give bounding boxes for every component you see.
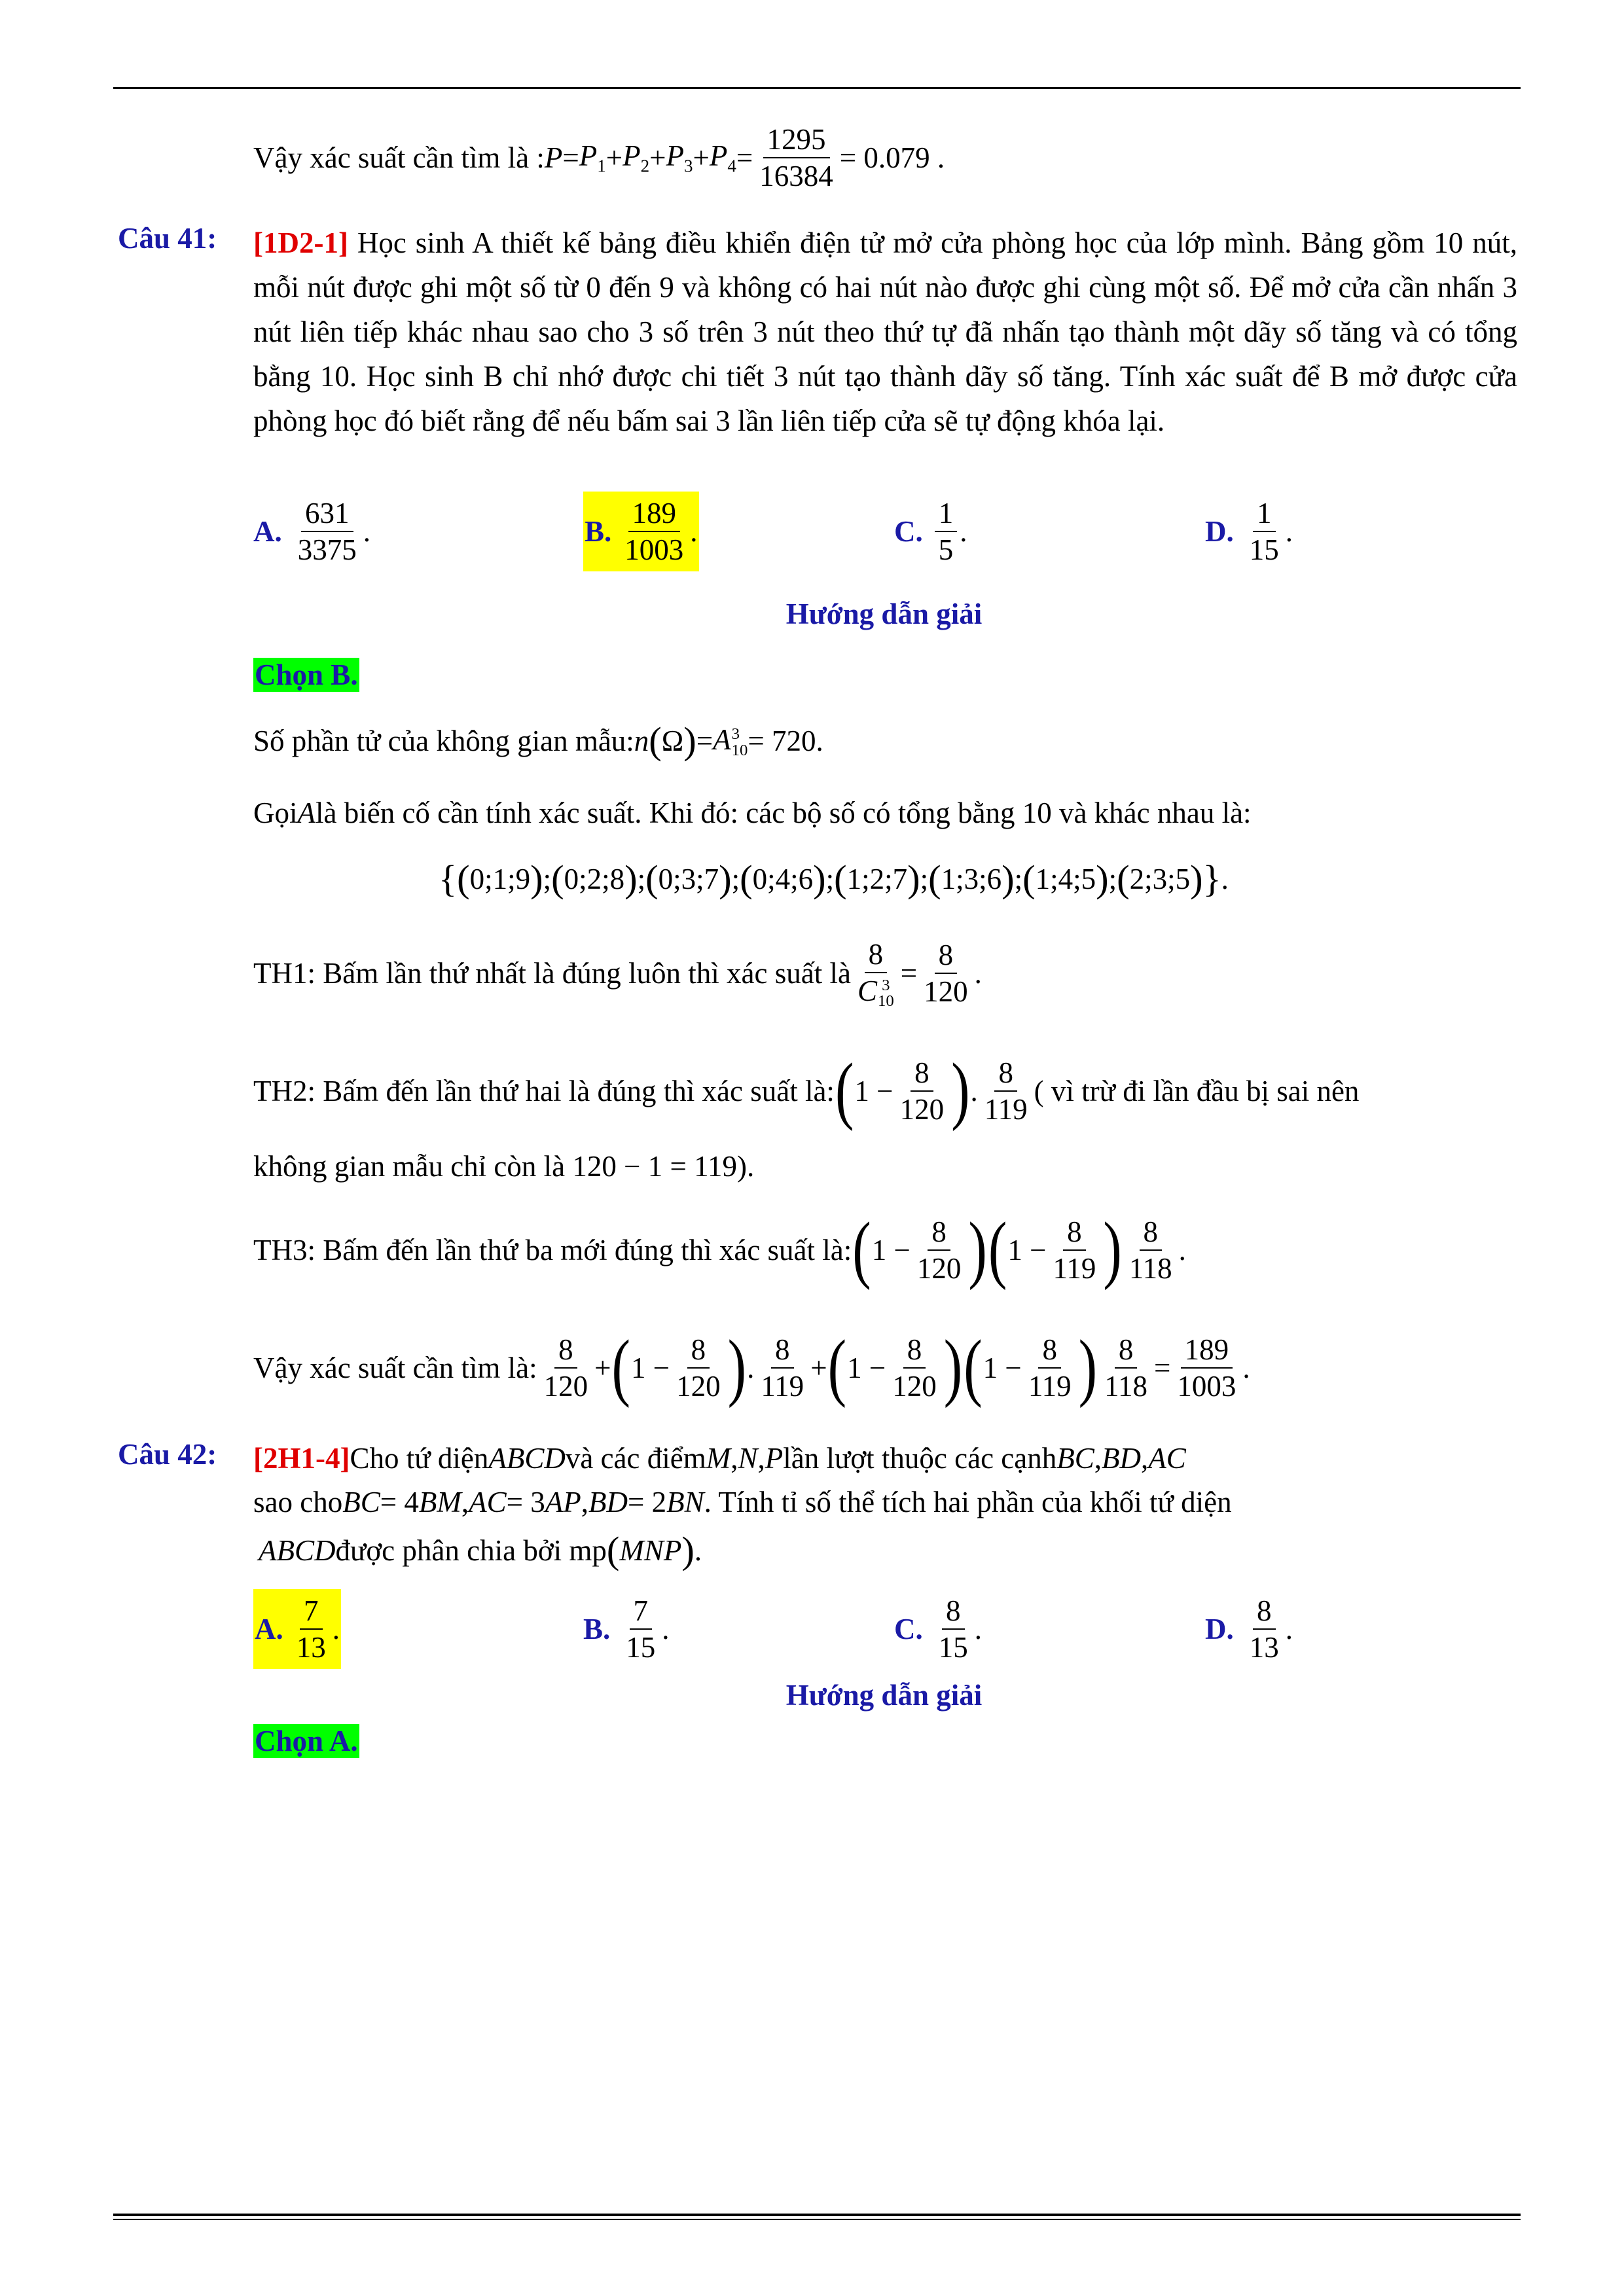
- math-text: lần lượt thuộc các cạnh: [783, 1442, 1057, 1475]
- math-text: ,: [581, 1486, 588, 1518]
- parenthesis: ): [1096, 857, 1109, 900]
- variable-symbol: BM: [418, 1486, 461, 1518]
- math-variable: [857, 974, 894, 1011]
- math-variable: [634, 724, 649, 758]
- parenthesis: (: [551, 857, 564, 900]
- case-2-label: TH2: Bấm đến lần thứ hai là đúng thì xác suất là:: [253, 1075, 835, 1107]
- math-text: = 720.: [748, 725, 823, 757]
- denominator: [854, 973, 898, 1010]
- math-text: ,: [731, 1442, 738, 1475]
- denominator: [1100, 1369, 1151, 1404]
- denominator: [1049, 1251, 1100, 1286]
- q42-text-1: [350, 1441, 1185, 1475]
- parenthesis: ): [813, 857, 826, 900]
- math-variable: [545, 1485, 581, 1519]
- variable-symbol: BC: [342, 1486, 380, 1518]
- numerator: [911, 1055, 933, 1092]
- math-text: = 2: [628, 1486, 667, 1518]
- numerator: [1140, 1214, 1163, 1251]
- math-text: 1 −: [630, 1352, 670, 1384]
- math-text: ;: [543, 863, 552, 895]
- math-text: được phân chia bởi mp: [335, 1534, 607, 1567]
- math-text: 8: [907, 1333, 922, 1366]
- math-text: .: [1221, 863, 1229, 895]
- denominator: [981, 1092, 1032, 1127]
- math-variable: [588, 1485, 628, 1519]
- parenthesis: (: [606, 1528, 620, 1571]
- math-text: 0;3;7: [658, 863, 719, 895]
- fraction: [672, 1332, 725, 1404]
- question-42-tag: [2H1-4]: [253, 1442, 350, 1475]
- math-text: ,: [1094, 1442, 1102, 1475]
- denominator: 3375: [297, 533, 357, 566]
- event-intro-rest: là biến cố cần tính xác suất. Khi đó: các bộ số có tổng bằng 10 và khác nhau là:: [316, 797, 1252, 829]
- parenthesis: ): [1001, 857, 1015, 900]
- large-parenthesis: ): [951, 1049, 970, 1132]
- math-text: 2;3;5: [1129, 863, 1191, 895]
- parenthesis: (: [928, 857, 941, 900]
- math-text: 8: [558, 1333, 573, 1366]
- option-label: B.: [585, 515, 612, 548]
- math-variable: [342, 1485, 380, 1519]
- numerator: [928, 1214, 950, 1251]
- math-text: =: [562, 141, 579, 174]
- large-parenthesis: ): [1103, 1208, 1122, 1291]
- math-variable: [1056, 1441, 1094, 1475]
- numerator: [994, 1055, 1017, 1092]
- subscript: 10: [731, 741, 748, 759]
- math-text: .: [694, 1534, 702, 1567]
- q42-answer-choice: Chọn A.: [255, 1725, 358, 1757]
- math-text: 1 −: [1007, 1234, 1047, 1266]
- numerator: 1: [1253, 495, 1276, 532]
- variable-symbol: AP: [545, 1486, 581, 1518]
- sample-space-formula: [634, 719, 823, 762]
- parenthesis: (: [834, 857, 847, 900]
- option-fraction: [621, 495, 687, 567]
- parenthesis: }: [1202, 857, 1221, 900]
- math-text: 119: [1053, 1252, 1096, 1285]
- math-text: 189: [1184, 1333, 1229, 1366]
- parenthesis: (: [649, 719, 662, 762]
- subscript: 10: [877, 992, 894, 1011]
- superscript: 3: [731, 725, 740, 744]
- math-text: . Tính tỉ số thể tích hai phần của khối tứ diện: [704, 1486, 1232, 1518]
- variable-symbol: AC: [1148, 1442, 1186, 1475]
- q41-solution-heading: Hướng dẫn giải: [785, 598, 983, 630]
- variable-symbol: N: [738, 1442, 758, 1475]
- event-variable: A: [297, 797, 316, 829]
- fraction: [1100, 1332, 1151, 1404]
- math-text: ;: [825, 863, 835, 895]
- large-parenthesis: (: [988, 1208, 1007, 1291]
- math-variable: [1102, 1441, 1141, 1475]
- math-text: +: [649, 141, 666, 174]
- denominator: 5: [938, 533, 954, 566]
- case-2-note: ( vì trừ đi lần đầu bị sai nên: [1034, 1075, 1360, 1107]
- fraction: [757, 1332, 808, 1404]
- final-label: Vậy xác suất cần tìm là:: [253, 1352, 537, 1384]
- math-variable: [469, 1485, 507, 1519]
- period: .: [974, 1613, 982, 1645]
- fraction: [1125, 1214, 1176, 1286]
- denominator: 13: [1249, 1631, 1279, 1664]
- option-label: A.: [253, 515, 282, 548]
- math-variable: [623, 139, 649, 176]
- variable-symbol: P: [666, 139, 685, 173]
- math-text: = 0.079 .: [839, 141, 945, 174]
- option-fraction: [293, 1593, 330, 1665]
- denominator: [896, 1092, 948, 1127]
- math-text: 8: [691, 1333, 706, 1366]
- variable-symbol: P: [765, 1442, 784, 1475]
- fraction: [1173, 1332, 1240, 1404]
- fraction: [913, 1214, 965, 1286]
- large-parenthesis: ): [727, 1325, 747, 1409]
- question-41-body: Học sinh A thiết kế bảng điều khiển điện tử mở cửa phòng học của lớp mình. Bảng gồm 10 nút, mỗi nút được ghi một số từ 0 đến 9 và không có hai nút nào được ghi cùng một số. Để mở cửa cần nhấn 3 nút liên tiếp khác nhau sao cho 3 số trên 3 nút theo thứ tự đã nhấn tạo thành một dãy số tăng và có tổng bằng 10. Học sinh B chỉ nhớ được chi tiết 3 nút tạo thành dãy số tăng. Tính xác suất để B mở được cửa phòng học đó biết rằng để nếu bấm sai 3 lần liên tiếp cửa sẽ tự động khóa lại.: [253, 226, 1517, 437]
- variable-symbol: P: [579, 139, 598, 173]
- denominator: 15: [1249, 533, 1279, 566]
- event-intro-label: Gọi: [253, 797, 298, 829]
- math-text: 0;2;8: [564, 863, 625, 895]
- math-variable: [619, 1534, 681, 1568]
- numerator: 7: [300, 1593, 323, 1630]
- math-text: =: [900, 957, 918, 990]
- question-41-tag: [1D2-1]: [253, 226, 348, 259]
- math-text: 1 −: [983, 1352, 1022, 1384]
- numerator: 8: [942, 1593, 965, 1630]
- math-text: .: [747, 1352, 755, 1384]
- numerator: [865, 937, 888, 973]
- math-variable: [579, 139, 606, 176]
- fraction: [540, 1332, 592, 1404]
- math-text: ,: [461, 1486, 469, 1518]
- denominator: [757, 1369, 808, 1404]
- denominator: [1173, 1369, 1240, 1404]
- fraction: [888, 1332, 941, 1404]
- large-parenthesis: ): [1078, 1325, 1098, 1409]
- q42-solution-heading: Hướng dẫn giải: [785, 1679, 983, 1712]
- math-text: 0;4;6: [752, 863, 814, 895]
- math-variable: [765, 1441, 784, 1475]
- variable-symbol: P: [709, 139, 728, 173]
- result-formula: [545, 122, 945, 194]
- math-text: +: [693, 141, 710, 174]
- option-label: C.: [894, 1613, 923, 1645]
- math-text: 119: [1028, 1370, 1072, 1403]
- numerator: [1115, 1332, 1138, 1369]
- fraction: [854, 937, 898, 1010]
- large-parenthesis: ): [968, 1208, 987, 1291]
- tuple-set: [439, 857, 1229, 900]
- option-fraction: [1246, 1593, 1283, 1665]
- math-text: 1 −: [854, 1075, 893, 1107]
- question-41-number: Câu 41:: [118, 222, 217, 255]
- variable-symbol: A: [713, 723, 731, 757]
- period: .: [363, 515, 370, 548]
- variable-symbol: BC: [1056, 1442, 1094, 1475]
- period: .: [332, 1613, 340, 1645]
- math-variable: [1148, 1441, 1186, 1475]
- case-1-formula: [851, 937, 982, 1010]
- math-text: 120: [676, 1370, 721, 1403]
- math-text: ;: [1108, 863, 1117, 895]
- denominator: [913, 1251, 965, 1286]
- subscript: 1: [597, 156, 606, 176]
- math-variable: [545, 141, 563, 175]
- math-variable: [488, 1441, 566, 1475]
- denominator: [920, 974, 972, 1009]
- option-fraction: [622, 1593, 659, 1665]
- variable-symbol: BN: [666, 1486, 704, 1518]
- variable-symbol: BD: [1102, 1442, 1142, 1475]
- period: .: [1285, 515, 1293, 548]
- period: .: [1285, 1613, 1293, 1645]
- math-text: .: [974, 957, 982, 990]
- math-text: 8: [1118, 1333, 1134, 1366]
- math-text: +: [810, 1352, 827, 1384]
- numerator: 8: [1253, 1593, 1276, 1630]
- period: .: [662, 1613, 670, 1645]
- math-text: 120: [924, 975, 968, 1008]
- math-text: =: [1153, 1352, 1171, 1384]
- denominator: 1003: [624, 533, 684, 566]
- numerator: [771, 1332, 794, 1369]
- numerator: [763, 122, 830, 158]
- numerator: [935, 937, 958, 974]
- numerator: 1: [935, 495, 958, 532]
- large-parenthesis: (: [964, 1325, 983, 1409]
- math-text: 120: [916, 1252, 962, 1285]
- option-label: B.: [583, 1613, 611, 1645]
- correct-highlight: [253, 1589, 341, 1669]
- large-parenthesis: ): [943, 1325, 963, 1409]
- math-text: 1295: [767, 123, 826, 156]
- case-2-formula: [835, 1049, 1034, 1132]
- numerator: [1063, 1214, 1086, 1251]
- variable-symbol: MNP: [619, 1534, 682, 1567]
- superscript: 3: [882, 976, 890, 994]
- numerator: 631: [301, 495, 353, 532]
- footer-rule-top: [113, 2214, 1521, 2216]
- question-42-number: Câu 42:: [118, 1438, 217, 1471]
- math-text: Ω: [661, 725, 684, 757]
- case-2-note-cont: không gian mẫu chỉ còn là 120 − 1 = 119).: [253, 1150, 755, 1183]
- denominator: [1125, 1251, 1176, 1286]
- math-text: 1;4;5: [1035, 863, 1096, 895]
- period: .: [960, 515, 967, 548]
- denominator: [540, 1369, 592, 1404]
- math-text: +: [605, 141, 623, 174]
- math-variable: [710, 139, 736, 176]
- math-text: 8: [775, 1333, 790, 1366]
- math-text: 1;3;6: [941, 863, 1002, 895]
- numerator: [687, 1332, 710, 1369]
- final-formula: [537, 1325, 1250, 1409]
- period: .: [690, 515, 698, 548]
- parenthesis: ): [1190, 857, 1203, 900]
- math-text: = 3: [506, 1486, 545, 1518]
- parenthesis: ): [624, 857, 638, 900]
- denominator: 15: [938, 1631, 968, 1664]
- math-text: 119: [984, 1093, 1028, 1126]
- variable-symbol: AC: [469, 1486, 507, 1518]
- math-text: ;: [731, 863, 740, 895]
- math-text: 118: [1128, 1252, 1172, 1285]
- math-text: 8: [1143, 1215, 1158, 1248]
- subscript: 4: [727, 156, 736, 176]
- parenthesis: (: [740, 857, 753, 900]
- math-text: = 4: [380, 1486, 419, 1518]
- math-text: ;: [920, 863, 929, 895]
- math-text: ;: [1014, 863, 1023, 895]
- fraction: [1049, 1214, 1100, 1286]
- math-text: 8: [1042, 1333, 1057, 1366]
- option-label: A.: [255, 1613, 283, 1645]
- math-text: =: [696, 725, 713, 757]
- denominator: 13: [296, 1631, 326, 1664]
- numerator: [554, 1332, 577, 1369]
- math-text: 120: [892, 1370, 937, 1403]
- option-fraction: [935, 1593, 972, 1665]
- math-text: 1;2;7: [846, 863, 908, 895]
- index-stack: [878, 978, 894, 1011]
- numerator: [1038, 1332, 1061, 1369]
- numerator: 7: [630, 1593, 653, 1630]
- fraction: [981, 1055, 1032, 1127]
- q42-text-3: [259, 1528, 702, 1571]
- math-text: 16384: [759, 160, 833, 192]
- variable-symbol: n: [634, 725, 649, 757]
- fraction: [1024, 1332, 1075, 1404]
- variable-symbol: P: [544, 141, 563, 174]
- math-text: 1 −: [871, 1234, 911, 1266]
- math-text: 120: [899, 1093, 945, 1126]
- numerator: [1181, 1332, 1233, 1369]
- large-parenthesis: (: [827, 1325, 847, 1409]
- math-variable: [666, 1485, 704, 1519]
- math-variable: [666, 139, 693, 176]
- variable-symbol: P: [623, 139, 641, 173]
- denominator: 15: [626, 1631, 656, 1664]
- math-text: 8: [1067, 1215, 1082, 1248]
- math-variable: [713, 723, 748, 759]
- math-variable: [706, 1441, 731, 1475]
- math-text: 8: [998, 1056, 1013, 1089]
- fraction: [920, 937, 972, 1009]
- parenthesis: ): [530, 857, 543, 900]
- q41-answer-choice: Chọn B.: [255, 658, 358, 691]
- math-text: .: [1242, 1352, 1250, 1384]
- parenthesis: (: [1022, 857, 1036, 900]
- math-variable: [419, 1485, 461, 1519]
- variable-symbol: C: [857, 974, 877, 1007]
- question-41-text: [253, 221, 1517, 443]
- math-text: 8: [931, 1215, 947, 1248]
- math-text: Cho tứ diện: [350, 1442, 489, 1475]
- large-parenthesis: (: [611, 1325, 630, 1409]
- option-label: C.: [894, 515, 923, 548]
- math-text: .: [1178, 1234, 1186, 1266]
- correct-highlight: [583, 492, 699, 571]
- result-label: Vậy xác suất cần tìm là :: [253, 141, 545, 174]
- variable-symbol: ABCD: [488, 1442, 566, 1475]
- denominator: [888, 1369, 941, 1404]
- math-text: +: [594, 1352, 611, 1384]
- math-text: 8: [914, 1056, 929, 1089]
- parenthesis: {: [439, 857, 458, 900]
- header-rule: [113, 87, 1521, 89]
- math-text: 1 −: [847, 1352, 886, 1384]
- parenthesis: ): [719, 857, 732, 900]
- footer-rule-bottom: [113, 2219, 1521, 2220]
- option-fraction: [1246, 495, 1283, 567]
- option-label: D.: [1205, 515, 1234, 548]
- math-text: 8: [868, 937, 884, 971]
- parenthesis: (: [1117, 857, 1130, 900]
- math-text: .: [970, 1075, 978, 1107]
- variable-symbol: BD: [588, 1486, 628, 1518]
- numerator: [903, 1332, 926, 1369]
- math-text: và các điểm: [565, 1442, 706, 1475]
- math-text: ,: [757, 1442, 765, 1475]
- denominator: [672, 1369, 725, 1404]
- math-variable: [738, 1441, 757, 1475]
- parenthesis: (: [457, 857, 470, 900]
- parenthesis: (: [645, 857, 659, 900]
- math-text: =: [736, 141, 753, 174]
- parenthesis: ): [681, 1528, 695, 1571]
- fraction: [755, 122, 837, 194]
- index-stack: [732, 726, 748, 759]
- math-text: 119: [761, 1370, 804, 1403]
- math-text: 8: [938, 939, 954, 971]
- variable-symbol: ABCD: [259, 1534, 336, 1567]
- sample-space-label: Số phần tử của không gian mẫu:: [253, 725, 634, 757]
- parenthesis: ): [683, 719, 696, 762]
- math-text: ,: [1141, 1442, 1149, 1475]
- large-parenthesis: (: [852, 1208, 871, 1291]
- case-1-label: TH1: Bấm lần thứ nhất là đúng luôn thì xác suất là: [253, 957, 851, 990]
- option-label: D.: [1205, 1613, 1234, 1645]
- case-3-formula: [852, 1208, 1186, 1291]
- math-text: 120: [543, 1370, 588, 1403]
- fraction: [896, 1055, 948, 1127]
- q42-text-2: [253, 1485, 1232, 1519]
- math-text: sao cho: [253, 1486, 343, 1518]
- variable-symbol: M: [706, 1442, 731, 1475]
- large-parenthesis: (: [835, 1049, 854, 1132]
- case-3-label: TH3: Bấm đến lần thứ ba mới đúng thì xác suất là:: [253, 1234, 852, 1266]
- math-text: 1003: [1177, 1370, 1236, 1403]
- math-text: ;: [637, 863, 646, 895]
- option-fraction: [935, 495, 958, 567]
- subscript: 2: [640, 156, 650, 176]
- denominator: [755, 158, 837, 194]
- numerator: 189: [628, 495, 681, 532]
- subscript: 3: [684, 156, 693, 176]
- option-fraction: [294, 495, 361, 567]
- math-text: 0;1;9: [469, 863, 531, 895]
- math-text: 118: [1104, 1370, 1147, 1403]
- denominator: [1024, 1369, 1075, 1404]
- parenthesis: ): [907, 857, 920, 900]
- math-variable: [259, 1534, 336, 1568]
